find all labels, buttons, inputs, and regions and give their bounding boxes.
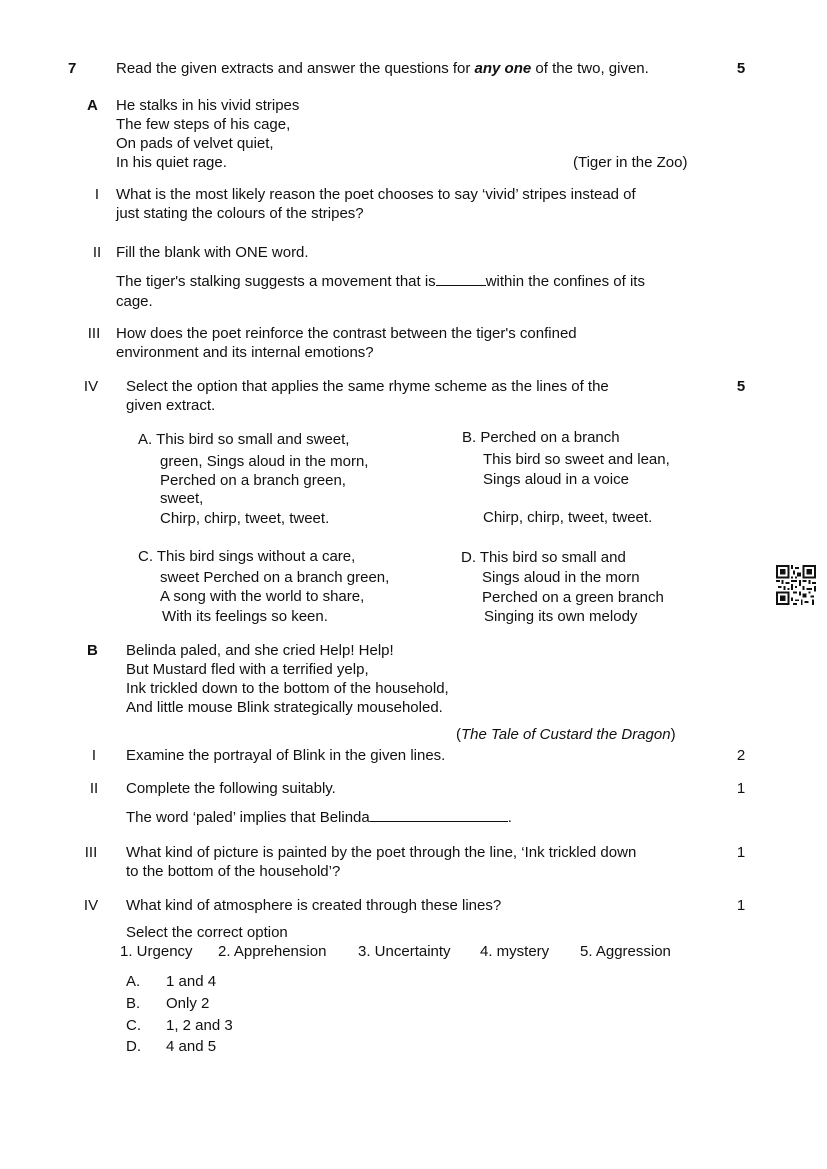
option-d-line: Perched on a green branch <box>482 589 664 606</box>
source-title: The Tale of Custard the Dragon <box>461 726 671 743</box>
option-b-line: Chirp, chirp, tweet, tweet. <box>483 509 653 526</box>
subq-text: Select the option that applies the same rhyme scheme as the lines of the <box>126 378 609 395</box>
part-a-label: A <box>87 97 98 114</box>
sentence-start: The tiger's stalking suggests a movement that is <box>116 273 436 290</box>
extract-line: In his quiet rage. <box>116 154 227 171</box>
instruction-emphasis: any one <box>474 60 532 77</box>
question-number: 7 <box>68 60 77 77</box>
option-a-line: green, Sings aloud in the morn, <box>160 453 369 470</box>
sentence-end: . <box>507 809 512 826</box>
option-d-line: Singing its own melody <box>484 608 638 625</box>
subq-text: What kind of picture is painted by the poet through the line, ‘Ink trickled down <box>126 844 637 861</box>
subq-text: environment and its internal emotions? <box>116 344 374 361</box>
source-paren: ( <box>456 726 461 743</box>
atmosphere-item: 5. Aggression <box>580 943 671 960</box>
extract-line: He stalks in his vivid stripes <box>116 97 300 114</box>
subq-number: IV <box>83 897 99 914</box>
question-instruction <box>116 59 649 78</box>
atmosphere-item: 1. Urgency <box>120 943 193 960</box>
subq-number: III <box>87 325 101 342</box>
qr-code-icon <box>776 565 816 605</box>
option-d-first-line: D. This bird so small and <box>461 549 626 566</box>
extract-line: And little mouse Blink strategically mouseholed. <box>126 699 443 716</box>
subq-number: I <box>94 186 100 203</box>
option-a-first-line: A. This bird so small and sweet, <box>138 431 350 448</box>
subq-text: to the bottom of the household’? <box>126 863 341 880</box>
option-d-line: Sings aloud in the morn <box>482 569 640 586</box>
option-text: Only 2 <box>166 995 210 1012</box>
option-letter: A. <box>126 973 141 990</box>
extract-line: Belinda paled, and she cried Help! Help! <box>126 642 394 659</box>
option-a-line: sweet, <box>160 490 204 507</box>
subq-text: What kind of atmosphere is created through these lines? <box>126 897 502 914</box>
subq-marks: 1 <box>736 897 746 914</box>
subq-number: I <box>91 747 97 764</box>
subq-text: What is the most likely reason the poet chooses to say ‘vivid’ stripes instead of <box>116 186 636 203</box>
subq-number: III <box>84 844 98 861</box>
option-letter: B. <box>126 995 141 1012</box>
subq-text: given extract. <box>126 397 216 414</box>
option-c-first-line: C. This bird sings without a care, <box>138 548 356 565</box>
subq-text: just stating the colours of the stripes? <box>116 205 364 222</box>
option-text: 1, 2 and 3 <box>166 1017 233 1034</box>
fill-blank-sentence <box>126 807 512 827</box>
subq-number: II <box>89 780 99 797</box>
option-c-line: A song with the world to share, <box>160 588 365 605</box>
sentence-start: The word ‘paled’ implies that Belinda <box>126 809 370 826</box>
atmosphere-item: 2. Apprehension <box>218 943 327 960</box>
extract-line: Ink trickled down to the bottom of the household, <box>126 680 449 697</box>
fill-blank-sentence-line2: cage. <box>116 293 153 310</box>
option-a-line: Chirp, chirp, tweet, tweet. <box>160 510 330 527</box>
subq-marks: 5 <box>736 378 746 395</box>
option-letter: C. <box>126 1017 141 1034</box>
select-instruction: Select the correct option <box>126 924 288 941</box>
extract-source: (Tiger in the Zoo) <box>573 154 688 171</box>
option-c-line: With its feelings so keen. <box>162 608 328 625</box>
subq-marks: 1 <box>736 780 746 797</box>
subq-text: Examine the portrayal of Blink in the given lines. <box>126 747 446 764</box>
subq-number: II <box>92 244 102 261</box>
instruction-text: Read the given extracts and answer the questions for <box>116 60 475 77</box>
source-paren: ) <box>670 726 676 743</box>
extract-line: On pads of velvet quiet, <box>116 135 274 152</box>
fill-blank-sentence <box>116 271 645 291</box>
atmosphere-item: 3. Uncertainty <box>358 943 451 960</box>
subq-text: How does the poet reinforce the contrast between the tiger's confined <box>116 325 577 342</box>
answer-blank[interactable] <box>370 807 508 822</box>
subq-text: Fill the blank with ONE word. <box>116 244 309 261</box>
option-c-line: sweet Perched on a branch green, <box>160 569 390 586</box>
answer-blank[interactable] <box>436 271 486 286</box>
extract-line: The few steps of his cage, <box>116 116 291 133</box>
option-text: 4 and 5 <box>166 1038 217 1055</box>
extract-source <box>456 725 676 744</box>
option-b-first-line: B. Perched on a branch <box>462 429 620 446</box>
question-marks: 5 <box>736 60 746 77</box>
option-a-line: Perched on a branch green, <box>160 472 346 489</box>
option-b-line: This bird so sweet and lean, <box>483 451 670 468</box>
atmosphere-item: 4. mystery <box>480 943 550 960</box>
sentence-end: within the confines of its <box>485 273 645 290</box>
option-b-line: Sings aloud in a voice <box>483 471 629 488</box>
subq-marks: 2 <box>736 747 746 764</box>
instruction-text-end: of the two, given. <box>531 60 649 77</box>
extract-line: But Mustard fled with a terrified yelp, <box>126 661 369 678</box>
subq-marks: 1 <box>736 844 746 861</box>
option-letter: D. <box>126 1038 141 1055</box>
part-b-label: B <box>87 642 98 659</box>
subq-number: IV <box>83 378 99 395</box>
option-text: 1 and 4 <box>166 973 217 990</box>
subq-text: Complete the following suitably. <box>126 780 336 797</box>
